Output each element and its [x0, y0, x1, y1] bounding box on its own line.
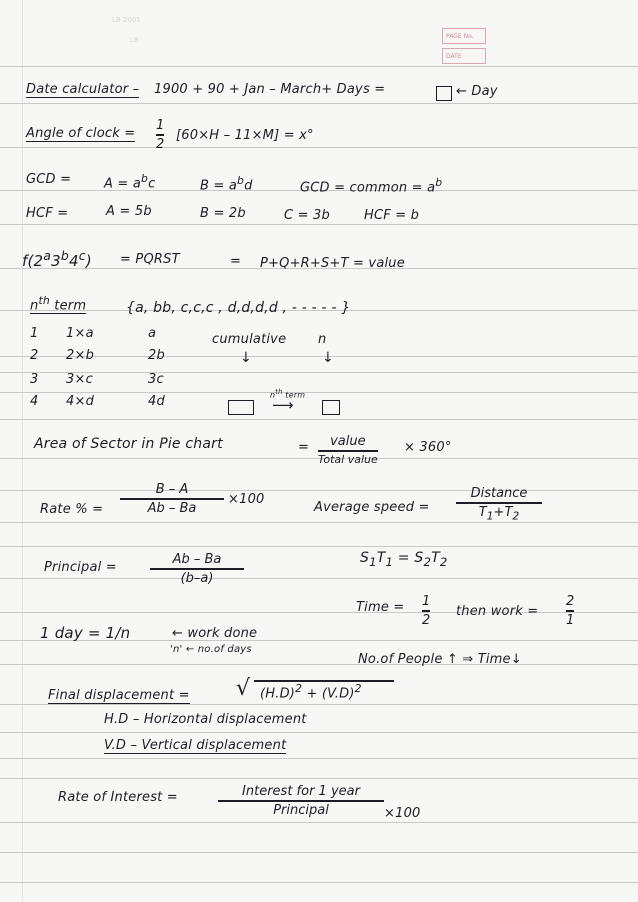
sector-eq: = [298, 440, 310, 455]
result-box [436, 86, 452, 101]
gcd-b-base: B = a [200, 178, 238, 194]
clock-half-den: 2 [156, 136, 165, 152]
hcf-result: HCF = b [364, 208, 420, 223]
interest-den: Principal [273, 802, 329, 818]
nth-row-i: 1 [30, 326, 39, 341]
rate-mult: ×100 [228, 492, 265, 507]
f-base-3: 3 [51, 252, 61, 270]
sector-mult: × 360° [404, 440, 452, 455]
displacement-label: Final displacement = [48, 688, 190, 703]
fraction-bar [218, 800, 384, 802]
rate-fraction [120, 482, 224, 516]
nth-sup: th [38, 294, 50, 307]
ruled-line [0, 778, 638, 779]
hcf-a: A = 5b [106, 204, 152, 219]
ruled-line [0, 612, 638, 613]
f-base-4: 4 [69, 252, 79, 270]
nth-row-i: 4 [30, 394, 39, 409]
gcd-a-base: A = a [104, 176, 142, 192]
nth-row-val: a [148, 326, 157, 341]
displacement-expr [260, 682, 362, 701]
hcf-b: B = 2b [200, 206, 246, 221]
time-num: 1 [422, 594, 431, 609]
date-calc-tail: ← Day [456, 84, 498, 99]
function-lhs [22, 248, 92, 270]
ruled-line [0, 758, 638, 759]
ruled-line [0, 822, 638, 823]
den-t1: T [478, 504, 487, 520]
work-fraction [566, 594, 574, 628]
cumulative-label: cumulative [212, 332, 287, 347]
den-t1-sub: 1 [486, 509, 494, 523]
avg-speed-num: Distance [470, 486, 528, 501]
ruled-line [0, 356, 638, 357]
work-den: 1 [566, 612, 575, 628]
gcd-label [26, 172, 71, 187]
nth-row-expr: 1×a [66, 326, 94, 341]
gcd-b-tail: d [244, 178, 253, 194]
nth-term-label [30, 294, 86, 314]
f-close: ) [85, 252, 92, 270]
s2-sub: 2 [423, 554, 432, 569]
then-work-label: then work = [456, 604, 539, 619]
ruled-line [0, 546, 638, 547]
down-arrow-icon: ↓ [322, 350, 334, 366]
nth-row-i: 2 [30, 348, 39, 363]
st-eq: = [393, 550, 415, 566]
t2-sub: 2 [439, 554, 448, 569]
t1-sub: 1 [385, 554, 394, 569]
faded-stamp-a: LB 2001 [112, 16, 141, 24]
f-open: f(2 [22, 252, 44, 270]
ruled-line [0, 732, 638, 733]
sector-fraction [318, 434, 378, 466]
ruled-line [0, 882, 638, 883]
nth-row-val: 3c [148, 372, 164, 387]
time-fraction [422, 594, 430, 628]
clock-formula: [60×H – 11×M] = x° [176, 128, 314, 143]
avg-speed-fraction [456, 486, 542, 522]
den-t2: +T [493, 504, 513, 520]
gcd-result-base: GCD = common = a [300, 180, 436, 196]
function-rhs: P+Q+R+S+T = value [260, 256, 405, 271]
date-calc-label: Date calculator – [26, 82, 140, 97]
den-t2-sub: 2 [512, 509, 520, 523]
ruled-line [0, 704, 638, 705]
nth-row-expr: 3×c [66, 372, 93, 387]
ruled-line [0, 224, 638, 225]
s1-sub: 1 [369, 554, 377, 569]
function-pqrst: = PQRST [120, 252, 180, 267]
avg-speed-label: Average speed = [314, 500, 430, 515]
principal-label: Principal = [44, 560, 117, 575]
down-arrow-icon: ↓ [240, 350, 252, 366]
rate-den: Ab – Ba [147, 500, 197, 516]
fraction-bar [120, 498, 224, 500]
sector-label: Area of Sector in Pie chart [34, 436, 223, 452]
clock-label: Angle of clock = [26, 126, 136, 141]
ruled-line [0, 522, 638, 523]
gcd-a-sup: b [141, 172, 149, 185]
interest-label: Rate of Interest = [58, 790, 178, 805]
sector-num: value [330, 434, 366, 449]
ruled-line [0, 664, 638, 665]
date-calc-formula: 1900 + 90 + Jan – March+ Days = [154, 82, 386, 97]
vd-sq: 2 [354, 682, 362, 695]
work-num: 2 [566, 594, 575, 609]
nth-row-val: 2b [148, 348, 165, 363]
page-number-box: PAGE No. [442, 28, 486, 44]
fraction-bar [422, 610, 430, 612]
rate-label: Rate % = [40, 502, 104, 517]
days-note: 'n' ← no.of days [170, 644, 252, 655]
f-sup-c: c [78, 248, 86, 263]
time-label: Time = [356, 600, 405, 615]
hd-term: (H.D) [260, 686, 296, 702]
nth-note-tail: term [282, 390, 306, 400]
interest-fraction [218, 784, 384, 818]
vertical-displacement: V.D – Vertical displacement [104, 738, 287, 753]
principal-fraction [150, 552, 244, 586]
margin-line [22, 0, 23, 902]
ruled-line [0, 66, 638, 67]
ruled-line [0, 852, 638, 853]
horizontal-displacement: H.D – Horizontal displacement [104, 712, 307, 727]
principal-num: Ab – Ba [172, 552, 222, 567]
nth-note-n: n [270, 390, 276, 400]
ruled-line [0, 419, 638, 420]
nth-row-val: 4d [148, 394, 165, 409]
sector-den: Total value [318, 452, 378, 466]
s1t1-s2t2 [360, 550, 447, 569]
ruled-line [0, 103, 638, 104]
ruled-line [0, 392, 638, 393]
function-eq: = [230, 254, 242, 269]
f-sup-a: a [43, 248, 52, 263]
ruled-line [0, 578, 638, 579]
hd-sq: 2 [295, 682, 303, 695]
fraction-bar [456, 502, 542, 504]
interest-num: Interest for 1 year [242, 784, 360, 799]
t2: T [431, 550, 440, 566]
clock-half-fraction [156, 118, 164, 152]
ruled-line [0, 490, 638, 491]
s2: S [414, 550, 424, 566]
f-sup-b: b [60, 248, 70, 263]
fraction-bar [150, 568, 244, 570]
input-box-shape [228, 400, 254, 415]
fraction-bar [318, 450, 378, 452]
right-arrow-icon: ⟶ [272, 396, 294, 414]
avg-speed-den [479, 505, 520, 523]
hcf-label: HCF = [26, 206, 69, 221]
one-day-formula: 1 day = 1/n [40, 624, 131, 642]
nth-term-set: {a, bb, c,c,c , d,d,d,d , - - - - - } [126, 300, 351, 316]
time-den: 2 [422, 612, 431, 628]
output-box-shape [322, 400, 340, 415]
principal-den: (b–a) [180, 570, 214, 586]
ruled-line [0, 147, 638, 148]
gcd-a [104, 172, 155, 191]
nth-row-expr: 4×d [66, 394, 95, 409]
fraction-bar [566, 610, 574, 612]
work-done-note: ← work done [172, 626, 258, 641]
gcd-b [200, 174, 253, 193]
gcd-b-sup: b [237, 174, 245, 187]
vd-term: + (V.D) [302, 686, 355, 702]
nth-note-sup: th [275, 388, 283, 396]
nth-row-expr: 2×b [66, 348, 95, 363]
gcd-result [300, 176, 442, 195]
people-time-note: No.of People ↑ ⇒ Time↓ [358, 652, 522, 667]
gcd-a-tail: c [148, 176, 156, 192]
nth-tail: term [49, 298, 87, 314]
rate-num: B – A [155, 482, 189, 497]
n-label: n [318, 332, 327, 347]
sqrt-icon: √ [236, 676, 251, 701]
hcf-c: C = 3b [284, 208, 330, 223]
gcd-label-text: GCD = [26, 172, 72, 187]
nth-row-i: 3 [30, 372, 39, 387]
nth-n: n [30, 298, 39, 314]
ruled-line [0, 372, 638, 373]
faded-stamp-b: LB [130, 36, 139, 44]
date-box: DATE [442, 48, 486, 64]
interest-mult: ×100 [384, 806, 421, 821]
gcd-result-sup: b [435, 176, 443, 189]
fraction-bar [156, 134, 164, 136]
clock-half-num: 1 [156, 118, 165, 133]
s1: S [360, 550, 370, 566]
t1: T [376, 550, 386, 566]
